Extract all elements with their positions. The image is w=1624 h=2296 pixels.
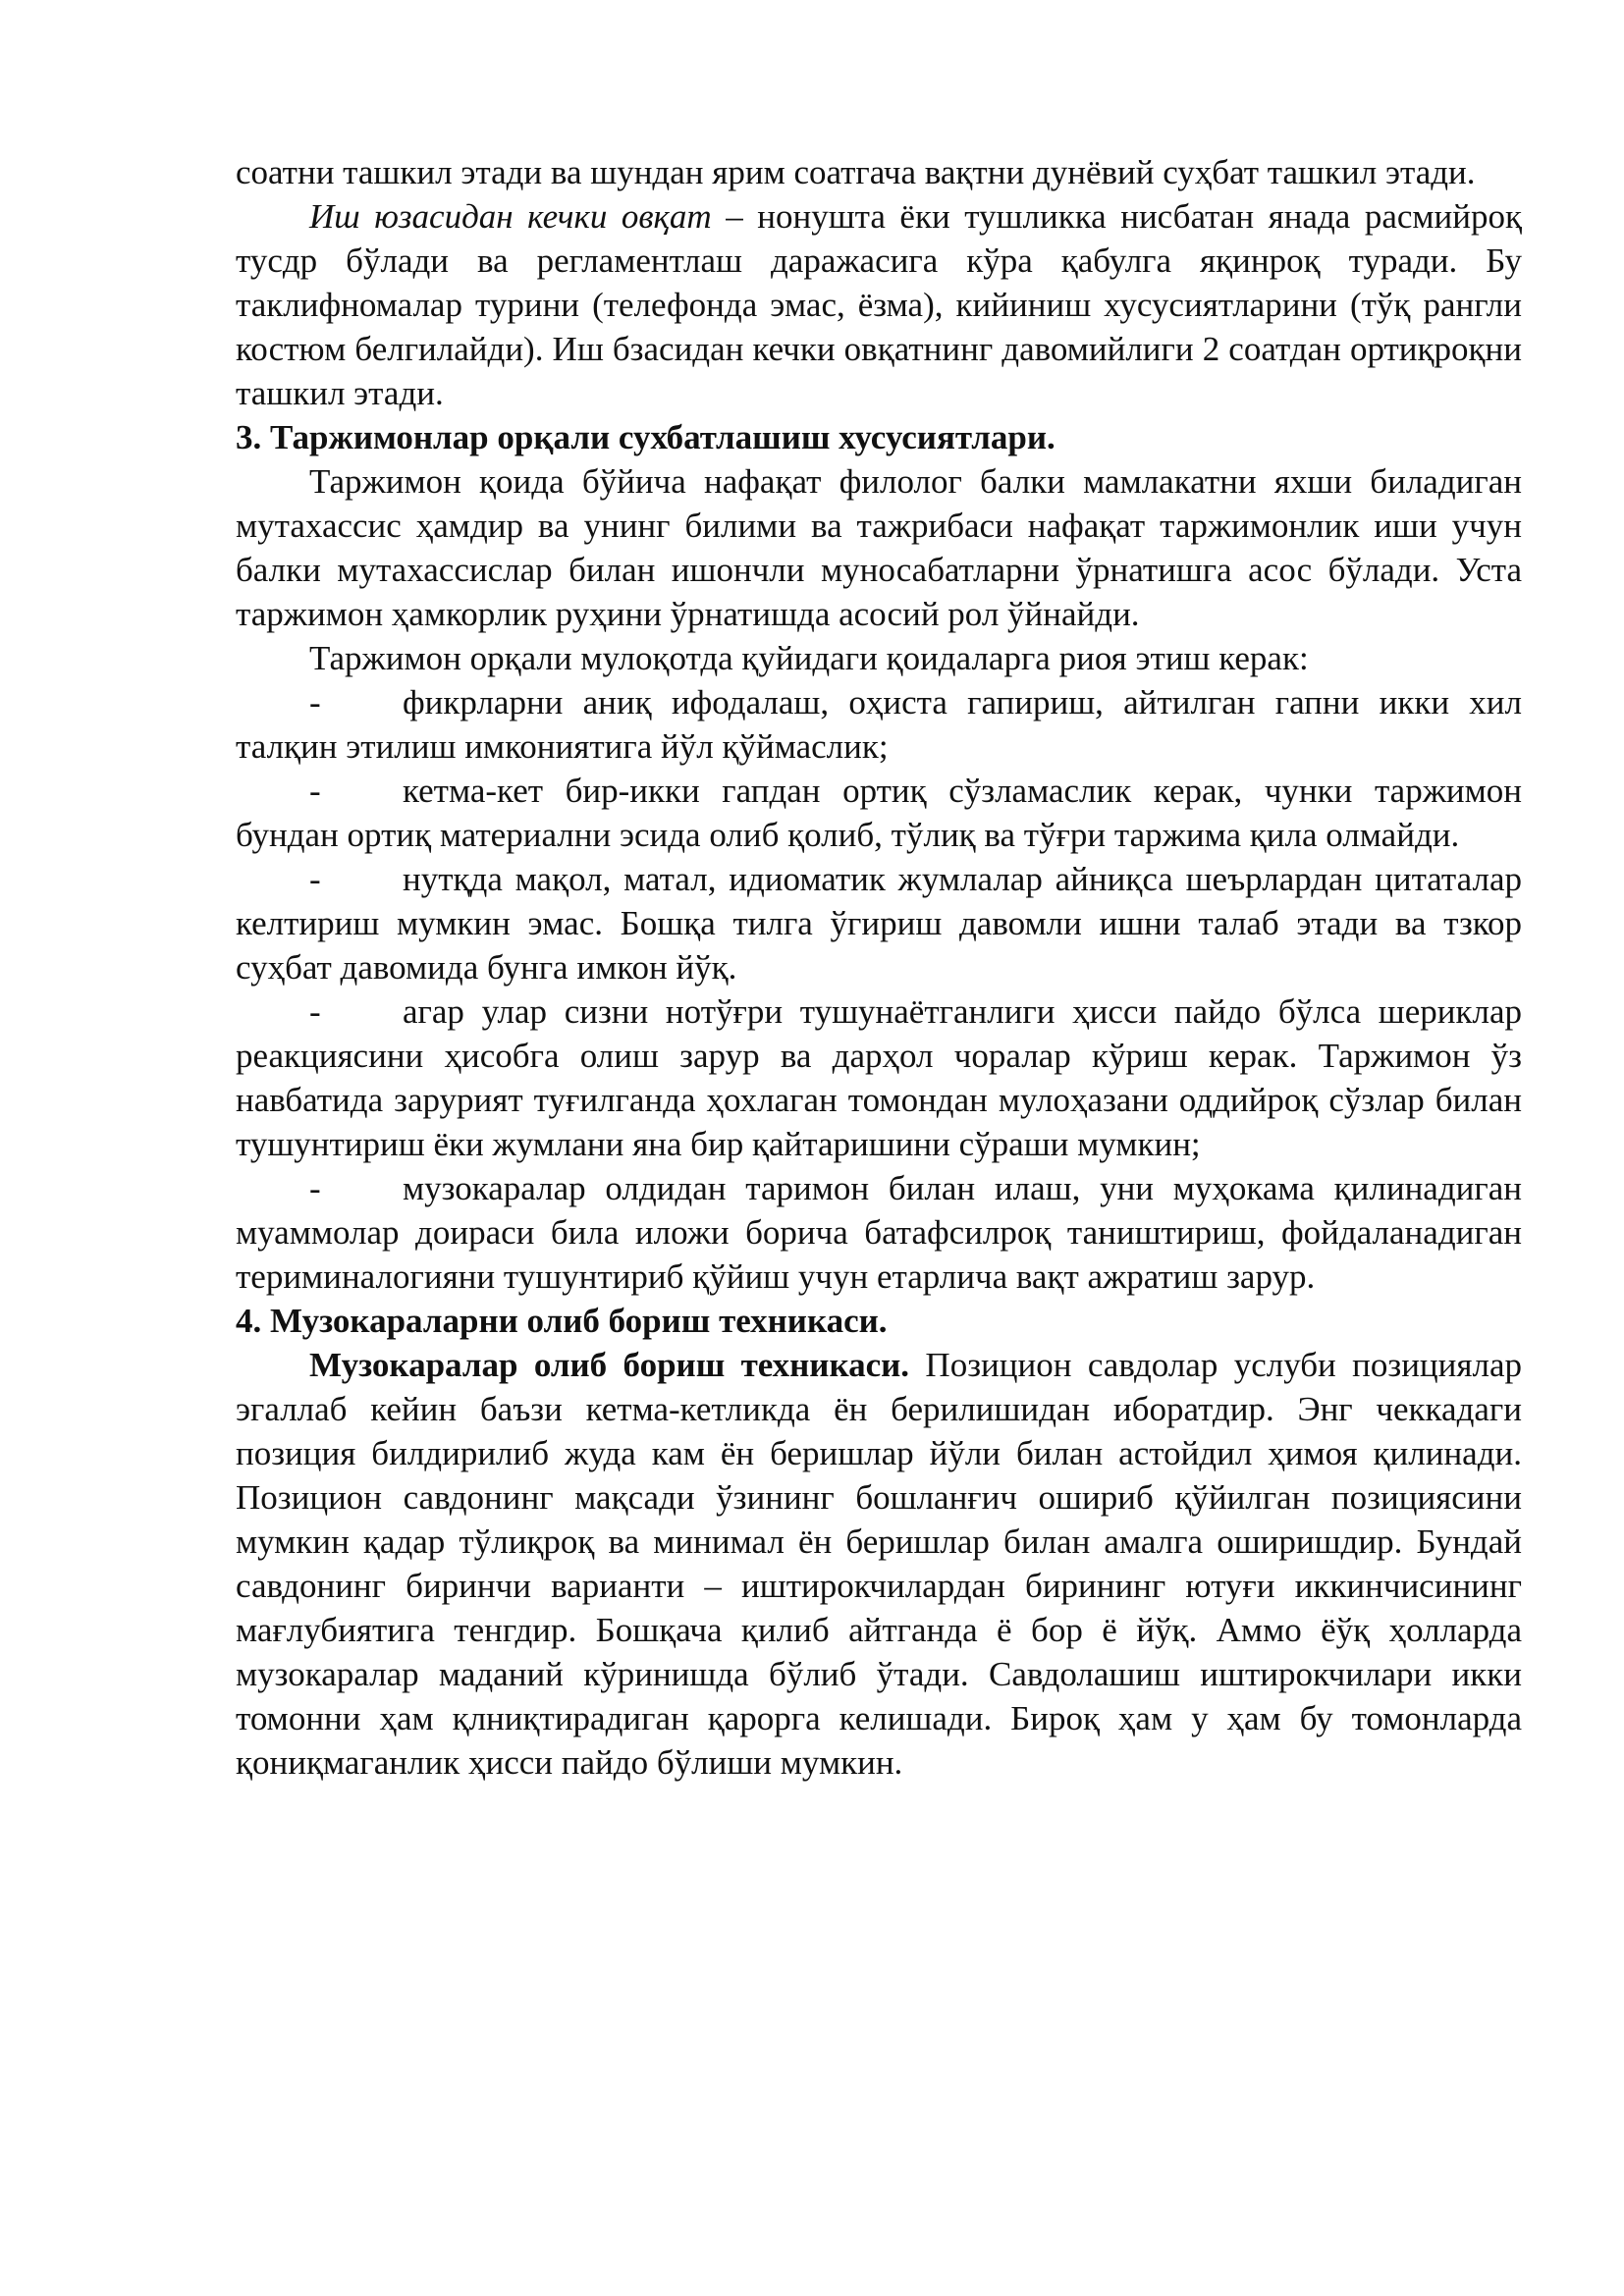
section-3-heading: 3. Таржимонлар орқали сухбатлашиш хусусиятлари.	[236, 418, 1056, 456]
list-item-text: фикрларни аниқ ифодалаш, оҳиста гапириш, айтилган гапни икки хил талқин этилиш имкониятига йўл қўймаслик;	[236, 683, 1522, 766]
intro-paragraph: соатни ташкил этади ва шундан ярим соатгача вақтни дунёвий суҳбат ташкил этади.	[236, 153, 1476, 191]
section-3-paragraph-2: Таржимон орқали мулоқотда қуйидаги қоидаларга риоя этиш керак:	[309, 639, 1309, 677]
list-item-text: агар улар сизни нотўғри тушунаётганлиги ҳисси пайдо бўлса шериклар реакциясини ҳисобга олиш зарур ва дарҳол чоралар кўриш керак. Таржимон ўз навбатида зарурият туғилганда ҳохлаган томондан мулоҳазани оддийроқ сўзлар билан тушунтириш ёки жумлани яна бир қайтаришини сўраши мумкин;	[236, 992, 1522, 1163]
section-4-heading: 4. Музокараларни олиб бориш техникаси.	[236, 1302, 888, 1340]
document-page	[236, 150, 1522, 1785]
dinner-paragraph	[236, 194, 1522, 415]
list-item	[236, 989, 1522, 1166]
section-3-paragraph-1: Таржимон қоида бўйича нафақат филолог балки мамлакатни яхши биладиган мутахассис ҳамдир ва унинг билими ва тажрибаси нафақат таржимонлик иши учун балки мутахассислар билан ишончли муносабатларни ўрнатишга асос бўлади. Уста таржимон ҳамкорлик руҳини ўрнатишда асосий рол ўйнайди.	[236, 462, 1522, 633]
list-dash: -	[309, 772, 321, 810]
list-dash: -	[309, 683, 321, 721]
dinner-text: – нонушта ёки тушликка нисбатан янада расмийроқ тусдр бўлади ва регламентлаш даражасига кўра қабулга яқинроқ туради. Бу таклифномалар турини (телефонда эмас, ёзма), кийиниш хусусиятларини (тўқ рангли костюм белгилайди). Иш бзасидан кечки овқатнинг давомийлиги 2 соатдан ортиқроқни ташкил этади.	[236, 197, 1522, 412]
list-item	[236, 1166, 1522, 1299]
list-dash: -	[309, 992, 321, 1031]
list-item-text: музокаралар олдидан таримон билан илаш, уни муҳокама қилинадиган муаммолар доираси била иложи борича батафсилроқ таништириш, фойдаланадиган териминалогияни тушунтириб қўйиш учун етарлича вақт ажратиш зарур.	[236, 1169, 1522, 1296]
list-item	[236, 857, 1522, 989]
dinner-term: Иш юзасидан кечки овқат	[309, 197, 712, 236]
list-item-text: кетма-кет бир-икки гапдан ортиқ сўзламаслик керак, чунки таржимон бундан ортиқ материални эсида олиб қолиб, тўлиқ ва тўғри таржима қила олмайди.	[236, 772, 1522, 854]
list-item-text: нутқда мақол, матал, идиоматик жумлалар айниқса шеърлардан цитаталар келтириш мумкин эмас. Бошқа тилга ўгириш давомли ишни талаб этади ва тзкор суҳбат давомида бунга имкон йўқ.	[236, 860, 1522, 987]
list-item	[236, 769, 1522, 857]
section-4-lead: Музокаралар олиб бориш техникаси.	[309, 1346, 910, 1384]
section-4-text: Позицион савдолар услуби позициялар эгаллаб кейин баъзи кетма-кетликда ён берилишидан иборатдир. Энг чеккадаги позиция билдирилиб жуда кам ён беришлар йўли билан астойдил ҳимоя қилинади. Позицион савдонинг мақсади ўзининг бошланғич ошириб қўйилган позициясини мумкин қадар тўлиқроқ ва минимал ён беришлар билан амалга оширишдир. Бундай савдонинг биринчи варианти – иштирокчилардан бирининг ютуғи иккинчисининг мағлубиятига тенгдир. Бошқача қилиб айтганда ё бор ё йўқ. Аммо ёўқ ҳолларда музокаралар маданий кўринишда бўлиб ўтади. Савдолашиш иштирокчилари икки томонни ҳам қлниқтирадиган қарорга келишади. Бироқ ҳам у ҳам бу томонларда қониқмаганлик ҳисси пайдо бўлиши мумкин.	[236, 1346, 1522, 1782]
list-dash: -	[309, 1169, 321, 1207]
list-item	[236, 680, 1522, 769]
section-4-paragraph	[236, 1343, 1522, 1785]
list-dash: -	[309, 860, 321, 898]
